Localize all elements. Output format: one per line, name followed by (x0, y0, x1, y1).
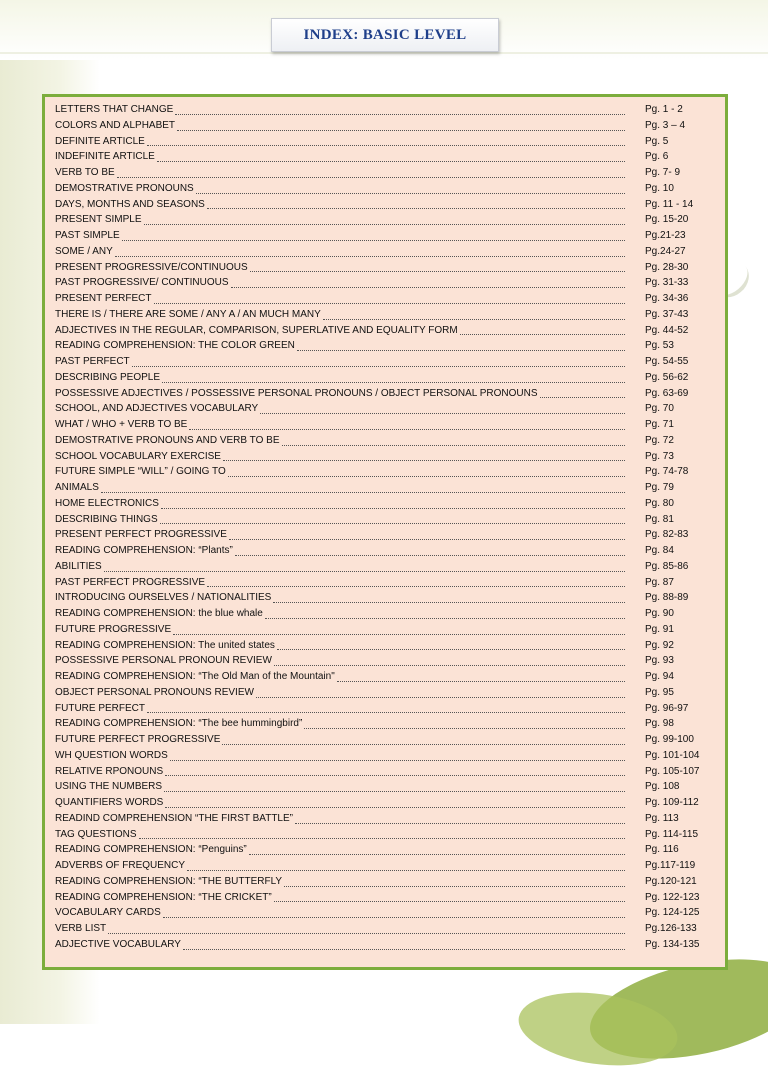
index-entry-page: Pg.24-27 (645, 245, 686, 257)
index-entry-label: READING COMPREHENSION: “The Old Man of the Mountain" (55, 671, 335, 682)
dot-leader (222, 744, 625, 745)
index-entry (55, 277, 715, 293)
index-entry-label: FUTURE PERFECT PROGRESSIVE (55, 734, 221, 745)
dot-leader (297, 350, 625, 351)
index-entry (55, 561, 715, 577)
index-entry-page: Pg. 90 (645, 608, 674, 619)
index-entry-page: Pg. 15-20 (645, 214, 689, 226)
dot-leader (196, 193, 625, 194)
dot-leader (122, 240, 625, 241)
index-entry-label: COLORS AND ALPHABET (55, 119, 176, 131)
index-entry-label: USING THE NUMBERS (55, 781, 163, 793)
index-entry (55, 356, 715, 372)
index-entry-label: TAG QUESTIONS (55, 828, 137, 840)
index-entry (55, 403, 715, 419)
index-entry-page: Pg. 28-30 (645, 261, 689, 273)
index-entry-page: Pg. 114-115 (645, 828, 699, 840)
dot-leader (175, 114, 625, 115)
index-entry-page: Pg. 134-135 (645, 938, 700, 950)
index-entry-label: READING COMPREHENSION: the blue whale (55, 608, 263, 619)
index-entry-label: READING COMPREHENSION: The united states (55, 639, 275, 651)
index-entry (55, 482, 715, 498)
index-entry-label: SCHOOL VOCABULARY EXERCISE (55, 450, 221, 462)
dot-leader (540, 397, 625, 398)
index-entry (55, 655, 715, 671)
index-entry (55, 372, 715, 388)
index-entry-page: Pg. 31-33 (645, 277, 689, 289)
index-entry-page: Pg. 44-52 (645, 324, 689, 336)
index-entry-label: ADVERBS OF FREQUENCY (55, 860, 186, 871)
index-entry-page: Pg. 7- 9 (645, 167, 681, 178)
index-entry (55, 136, 715, 152)
index-entry-page: Pg. 108 (645, 781, 680, 793)
index-entry-page: Pg. 113 (645, 812, 679, 824)
dot-leader (163, 917, 625, 918)
index-entry (55, 104, 715, 120)
dot-leader (160, 523, 625, 524)
index-entry (55, 703, 715, 719)
index-entry-page: Pg. 94 (645, 671, 674, 682)
dot-leader (177, 130, 625, 131)
dot-leader (304, 728, 625, 729)
index-entry-page: Pg. 56-62 (645, 371, 689, 383)
index-entry (55, 687, 715, 703)
index-entry-label: VOCABULARY CARDS (55, 907, 161, 919)
index-entry-page: Pg. 54-55 (645, 356, 689, 367)
dot-leader (323, 319, 625, 320)
index-entry-page: Pg. 3 – 4 (645, 119, 686, 131)
dot-leader (187, 870, 625, 871)
index-entry-label: PAST SIMPLE (55, 230, 120, 241)
index-entry (55, 939, 715, 955)
index-entry-page: Pg.126-133 (645, 923, 697, 934)
index-entry-page: Pg. 74-78 (645, 466, 689, 478)
index-entry (55, 624, 715, 640)
index-entry-label: PRESENT PERFECT (55, 293, 152, 304)
dot-leader (337, 681, 625, 682)
index-entry-page: Pg. 116 (645, 844, 679, 856)
page-title: INDEX: BASIC LEVEL (271, 18, 499, 52)
dot-leader (223, 460, 625, 461)
index-entry-page: Pg. 98 (645, 718, 674, 730)
index-entry (55, 608, 715, 624)
index-entry-page: Pg. 70 (645, 403, 674, 415)
index-entry-page: Pg.21-23 (645, 230, 686, 241)
dot-leader (165, 807, 625, 808)
index-entry-label: VERB LIST (55, 923, 107, 934)
index-entry-label: INTRODUCING OURSELVES / NATIONALITIES (55, 592, 272, 604)
index-entry-label: READING COMPREHENSION: “The bee hummingbird” (55, 718, 303, 730)
dot-leader (256, 697, 625, 698)
index-entry-page: Pg. 53 (645, 340, 674, 352)
dot-leader (132, 366, 625, 367)
index-entry-page: Pg. 87 (645, 576, 674, 588)
index-entry-label: READING COMPREHENSION: “Plants” (55, 545, 233, 556)
index-entry-page: Pg. 72 (645, 434, 674, 446)
index-entry (55, 120, 715, 136)
index-entry-label: READING COMPREHENSION: “THE BUTTERFLY (55, 875, 283, 887)
index-entry-label: ADJECTIVES IN THE REGULAR, COMPARISON, SUPERLATIVE AND EQUALITY FORM (55, 324, 458, 336)
index-entry-page: Pg. 99-100 (645, 734, 694, 745)
index-entry-label: DEMOSTRATIVE PRONOUNS (55, 182, 194, 194)
index-entry (55, 340, 715, 356)
index-entry-label: DAYS, MONTHS AND SEASONS (55, 198, 205, 210)
index-entry (55, 766, 715, 782)
dot-leader (117, 177, 625, 178)
index-entry (55, 813, 715, 829)
index-entry-label: READING COMPREHENSION: THE COLOR GREEN (55, 340, 295, 352)
index-entry-label: SOME / ANY (55, 245, 113, 257)
index-entry-label: READIND COMPREHENSION “THE FIRST BATTLE” (55, 812, 293, 824)
index-entry-label: VERB TO BE (55, 167, 115, 178)
dot-leader (144, 224, 625, 225)
index-entry-page: Pg. 73 (645, 450, 674, 462)
index-entry (55, 844, 715, 860)
dot-leader (147, 145, 625, 146)
dot-leader (235, 555, 625, 556)
index-entry-page: Pg. 92 (645, 639, 674, 651)
index-entry (55, 419, 715, 435)
index-entry-label: PAST PERFECT (55, 356, 130, 367)
index-entry (55, 309, 715, 325)
index-entry (55, 466, 715, 482)
index-entry (55, 876, 715, 892)
header-divider (0, 52, 768, 54)
index-entry-page: Pg. 85-86 (645, 560, 689, 572)
index-entry-page: Pg. 80 (645, 497, 674, 509)
index-entry-page: Pg.117-119 (645, 860, 696, 871)
index-entry (55, 860, 715, 876)
dot-leader (207, 208, 625, 209)
index-entry-page: Pg. 101-104 (645, 749, 700, 761)
index-entry (55, 214, 715, 230)
index-entry-page: Pg. 81 (645, 513, 674, 525)
index-entry-page: Pg. 34-36 (645, 293, 689, 304)
dot-leader (162, 382, 625, 383)
index-entry-label: THERE IS / THERE ARE SOME / ANY A / AN MUCH MANY (55, 308, 321, 320)
index-entry (55, 797, 715, 813)
index-entry-label: LETTERS THAT CHANGE (55, 104, 174, 115)
index-entry-label: WHAT / WHO + VERB TO BE (55, 419, 188, 430)
index-entry-label: DESCRIBING PEOPLE (55, 371, 161, 383)
index-entry-label: DEFINITE ARTICLE (55, 135, 145, 147)
dot-leader (183, 949, 625, 950)
dot-leader (115, 256, 625, 257)
index-entry-page: Pg. 93 (645, 655, 674, 667)
index-entry (55, 907, 715, 923)
index-entry-label: READING COMPREHENSION: “Penguins” (55, 844, 247, 856)
index-entry (55, 498, 715, 514)
index-entry-label: READING COMPREHENSION: “THE CRICKET” (55, 891, 272, 903)
index-entry-label: FUTURE SIMPLE “WILL” / GOING TO (55, 466, 226, 478)
dot-leader (249, 854, 625, 855)
index-entry (55, 167, 715, 183)
index-entry-label: QUANTIFIERS WORDS (55, 797, 164, 808)
index-entry-label: PRESENT PERFECT PROGRESSIVE (55, 529, 227, 541)
index-entry (55, 718, 715, 734)
index-entry-page: Pg. 37-43 (645, 308, 689, 320)
index-entry-label: ANIMALS (55, 482, 99, 493)
dot-leader (277, 649, 625, 650)
dot-leader (154, 303, 626, 304)
dot-leader (173, 634, 625, 635)
dot-leader (147, 712, 625, 713)
index-entry-label: PRESENT PROGRESSIVE/CONTINUOUS (55, 261, 248, 273)
index-entry-page: Pg. 105-107 (645, 765, 700, 777)
index-entry-label: PAST PROGRESSIVE/ CONTINUOUS (55, 277, 229, 289)
index-entry-page: Pg. 96-97 (645, 702, 689, 714)
index-entry (55, 923, 715, 939)
index-entry (55, 640, 715, 656)
index-entry-label: PAST PERFECT PROGRESSIVE (55, 576, 206, 588)
index-entry-page: Pg.120-121 (645, 875, 697, 887)
dot-leader (104, 571, 625, 572)
dot-leader (228, 476, 625, 477)
index-entry-page: Pg. 10 (645, 182, 674, 194)
index-entry (55, 734, 715, 750)
index-entry (55, 750, 715, 766)
index-entry-page: Pg. 11 - 14 (645, 198, 694, 210)
index-entry-page: Pg. 5 (645, 135, 669, 147)
dot-leader (231, 287, 625, 288)
index-entry (55, 577, 715, 593)
index-entry (55, 199, 715, 215)
index-entry (55, 514, 715, 530)
dot-leader (165, 775, 625, 776)
index-entry-page: Pg. 88-89 (645, 592, 689, 604)
index-entry (55, 293, 715, 309)
index-entry-label: INDEFINITE ARTICLE (55, 151, 155, 163)
index-entry (55, 246, 715, 262)
index-entry-label: FUTURE PERFECT (55, 702, 145, 714)
index-entry-label: SCHOOL, AND ADJECTIVES VOCABULARY (55, 403, 259, 415)
dot-leader (265, 618, 625, 619)
dot-leader (189, 429, 625, 430)
index-entry (55, 435, 715, 451)
index-entry-label: HOME ELECTRONICS (55, 497, 159, 509)
index-entry-label: DESCRIBING THINGS (55, 513, 158, 525)
index-entry (55, 781, 715, 797)
dot-leader (295, 823, 625, 824)
index-entry-label: FUTURE PROGRESSIVE (55, 623, 172, 635)
index-entry-label: WH QUESTION WORDS (55, 749, 168, 761)
dot-leader (284, 886, 625, 887)
index-entry-page: Pg. 63-69 (645, 387, 689, 399)
dot-leader (207, 586, 625, 587)
index-entry-label: RELATIVE RPONOUNS (55, 765, 164, 777)
index-entry-label: ADJECTIVE VOCABULARY (55, 938, 181, 950)
index-entry (55, 545, 715, 561)
index-entry-label: PRESENT SIMPLE (55, 214, 142, 226)
index-entry-page: Pg. 79 (645, 482, 674, 493)
index-entry-page: Pg. 109-112 (645, 797, 699, 808)
dot-leader (460, 334, 625, 335)
index-entry-page: Pg. 122-123 (645, 891, 700, 903)
dot-leader (260, 413, 625, 414)
index-entry-page: Pg. 6 (645, 151, 669, 163)
index-entry (55, 183, 715, 199)
dot-leader (139, 838, 626, 839)
dot-leader (229, 539, 625, 540)
index-entry (55, 529, 715, 545)
dot-leader (101, 492, 625, 493)
index-entry-page: Pg. 124-125 (645, 907, 700, 919)
index-entry-page: Pg. 95 (645, 686, 674, 698)
index-entry-page: Pg. 91 (645, 623, 674, 635)
index-entry (55, 592, 715, 608)
index-entry (55, 829, 715, 845)
dot-leader (108, 933, 625, 934)
index-entry-label: DEMOSTRATIVE PRONOUNS AND VERB TO BE (55, 434, 280, 446)
index-entry-page: Pg. 82-83 (645, 529, 689, 541)
index-entry-label: OBJECT PERSONAL PRONOUNS REVIEW (55, 686, 254, 698)
index-entry (55, 892, 715, 908)
index-entry-page: Pg. 84 (645, 545, 674, 556)
index-entry (55, 451, 715, 467)
index-entry-label: POSSESSIVE ADJECTIVES / POSSESSIVE PERSONAL PRONOUNS / OBJECT PERSONAL PRONOUNS (55, 387, 538, 399)
dot-leader (164, 791, 625, 792)
index-entry (55, 262, 715, 278)
index-entry (55, 230, 715, 246)
index-list (55, 104, 715, 955)
index-entry-page: Pg. 1 - 2 (645, 104, 683, 115)
dot-leader (170, 760, 625, 761)
dot-leader (250, 271, 625, 272)
dot-leader (157, 161, 625, 162)
dot-leader (273, 602, 625, 603)
index-entry-page: Pg. 71 (645, 419, 674, 430)
index-entry (55, 671, 715, 687)
index-entry-label: ABILITIES (55, 560, 102, 572)
dot-leader (282, 445, 626, 446)
dot-leader (161, 508, 625, 509)
index-entry-label: POSSESSIVE PERSONAL PRONOUN REVIEW (55, 655, 272, 667)
index-panel (42, 94, 728, 970)
index-entry (55, 388, 715, 404)
dot-leader (274, 665, 625, 666)
index-entry (55, 151, 715, 167)
dot-leader (274, 901, 625, 902)
index-entry (55, 325, 715, 341)
